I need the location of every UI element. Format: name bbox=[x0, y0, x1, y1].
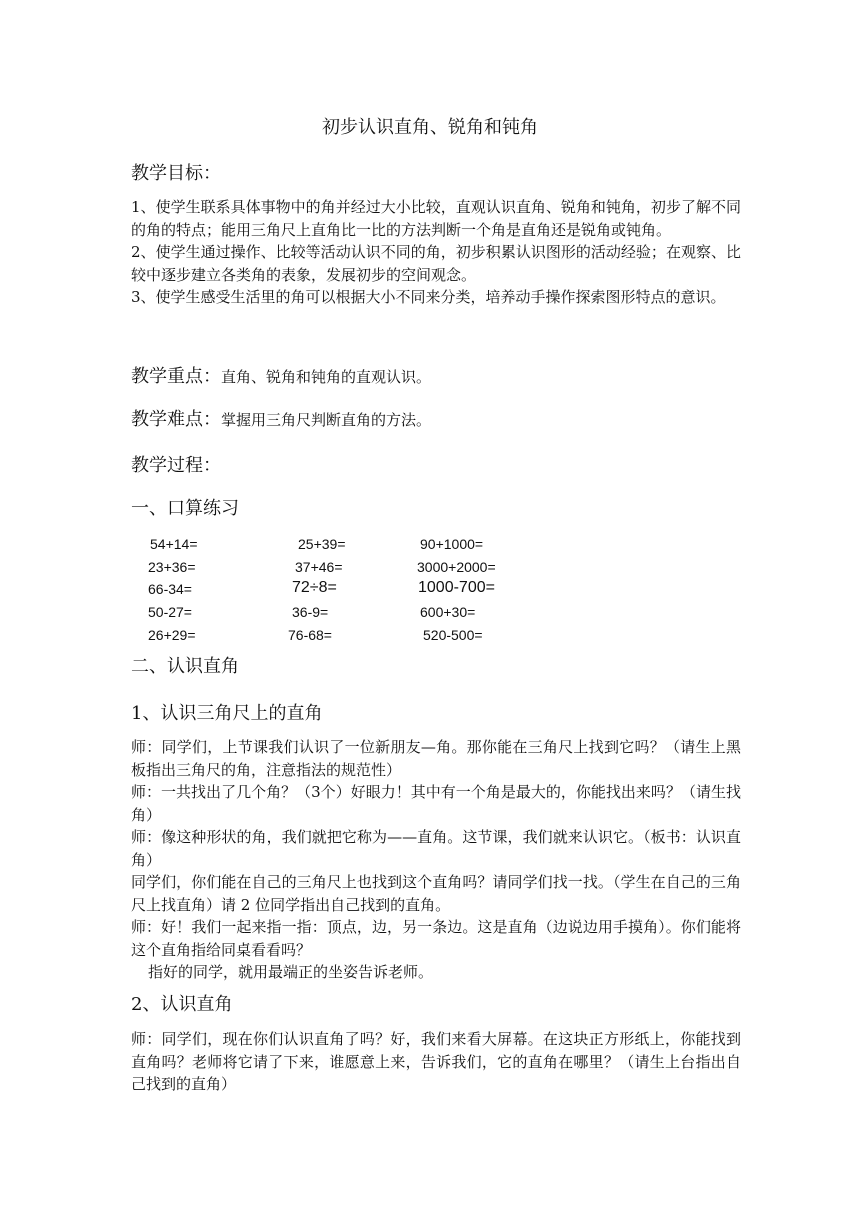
dialogue-paragraph-5: 师：好！我们一起来指一指：顶点，边，另一条边。这是直角（边说边用手摸角）。你们能将这个直角指给同桌看看吗？ bbox=[131, 918, 741, 959]
goal-item-3: 3、使学生感受生活里的角可以根据大小不同来分类，培养动手操作探索图形特点的意识。 bbox=[131, 288, 726, 306]
problem-3-3: 1000-700= bbox=[418, 579, 495, 596]
dialogue-paragraph-2: 师：一共找出了几个角？（3个）好眼力！其中有一个角是最大的，你能找出来吗？（请生找角） bbox=[131, 783, 741, 824]
problem-4-2: 36-9= bbox=[292, 604, 329, 620]
key-point-text: 直角、锐角和钝角的直观认识。 bbox=[221, 368, 432, 386]
problem-3-1: 66-34= bbox=[148, 581, 192, 597]
key-point-label: 教学重点： bbox=[131, 366, 221, 387]
problem-4-3: 600+30= bbox=[420, 604, 476, 620]
problem-1-3: 90+1000= bbox=[420, 536, 484, 552]
goal-item-1: 1、使学生联系具体事物中的角并经过大小比较，直观认识直角、锐角和钝角，初步了解不同的角的特点；能用三角尺上直角比一比的方法判断一个角是直角还是锐角或钝角。 bbox=[131, 198, 741, 239]
goals-heading: 教学目标： bbox=[131, 163, 221, 184]
key-point bbox=[131, 365, 431, 389]
dialogue-paragraph-4: 同学们，你们能在自己的三角尺上也找到这个直角吗？请同学们找一找。（学生在自己的三角尺上找直角）请 2 位同学指出自己找到的直角。 bbox=[131, 873, 741, 914]
section2-sub2-heading: 2、认识直角 bbox=[131, 994, 233, 1015]
problem-2-3: 3000+2000= bbox=[417, 559, 496, 575]
problem-2-1: 23+36= bbox=[148, 559, 196, 575]
difficulty-label: 教学难点： bbox=[131, 409, 221, 430]
problem-1-2: 25+39= bbox=[298, 536, 346, 552]
dialogue-paragraph-1: 师：同学们，上节课我们认识了一位新朋友—角。那你能在三角尺上找到它吗？（请生上黑板指出三角尺的角，注意指法的规范性） bbox=[131, 738, 741, 779]
difficulty-text: 掌握用三角尺判断直角的方法。 bbox=[221, 411, 432, 429]
section2-sub1-body bbox=[131, 736, 741, 984]
goals-list bbox=[131, 196, 741, 309]
problem-4-1: 50-27= bbox=[148, 604, 192, 620]
dialogue-paragraph-6: 指好的同学，就用最端正的坐姿告诉老师。 bbox=[148, 963, 434, 981]
problem-5-1: 26+29= bbox=[148, 627, 196, 643]
dialogue-paragraph-7: 师：同学们，现在你们认识直角了吗？好，我们来看大屏幕。在这块正方形纸上，你能找到直角吗？老师将它请了下来，谁愿意上来，告诉我们，它的直角在哪里？（请生上台指出自己找到的直角） bbox=[131, 1030, 741, 1093]
dialogue-paragraph-3: 师：像这种形状的角，我们就把它称为——直角。这节课，我们就来认识它。（板书：认识直角） bbox=[131, 828, 741, 869]
problem-2-2: 37+46= bbox=[295, 559, 343, 575]
difficulty bbox=[131, 408, 431, 432]
process-heading: 教学过程： bbox=[131, 455, 221, 476]
problem-1-1: 54+14= bbox=[150, 536, 198, 552]
problem-5-3: 520-500= bbox=[423, 627, 483, 643]
section1-heading: 一、口算练习 bbox=[131, 498, 239, 519]
problem-3-2: 72÷8= bbox=[292, 579, 337, 596]
goal-item-2: 2、使学生通过操作、比较等活动认识不同的角，初步积累认识图形的活动经验；在观察、比较中逐步建立各类角的表象，发展初步的空间观念。 bbox=[131, 243, 741, 284]
problem-5-2: 76-68= bbox=[288, 627, 332, 643]
section2-sub2-body bbox=[131, 1028, 741, 1096]
document-title: 初步认识直角、锐角和钝角 bbox=[322, 117, 538, 138]
section2-sub1-heading: 1、认识三角尺上的直角 bbox=[131, 703, 323, 724]
section2-heading: 二、认识直角 bbox=[131, 656, 239, 677]
